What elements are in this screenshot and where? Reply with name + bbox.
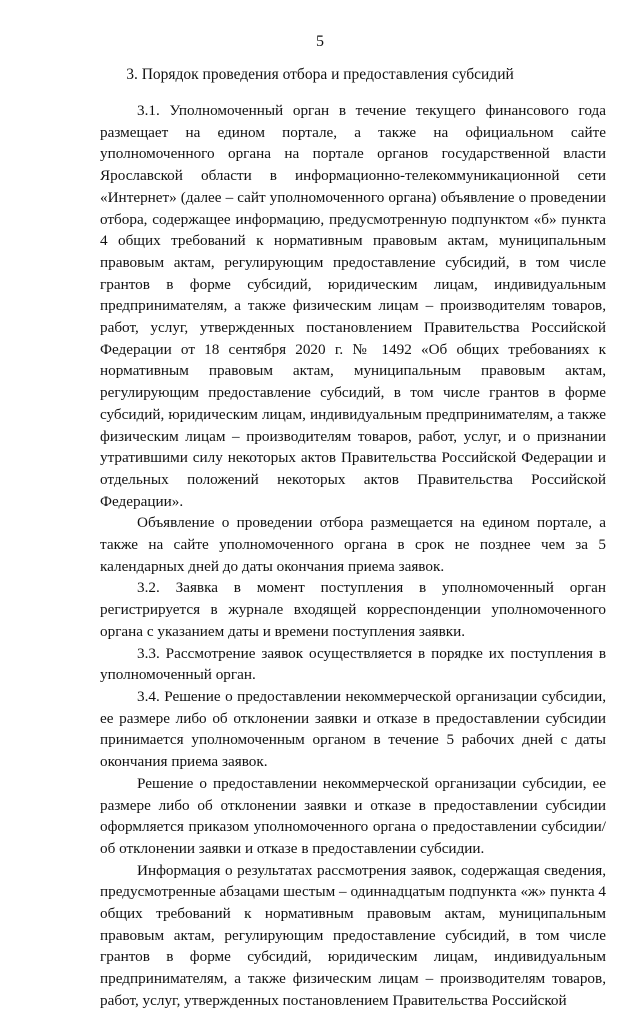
paragraph-3-1: 3.1. Уполномоченный орган в течение текущего финансового года размещает на едином портале, а также на официальном сайте уполномоченного органа на портале органов государственной власти Ярославской области в информационно-телекоммуникационной сети «Интернет» (далее – сайт уполномоченного органа) объявление о проведении отбора, содержащее информацию, предусмотренную подпунктом «б» пункта 4 общих требований к нормативным правовым актам, муниципальным правовым актам, регулирующим предоставление субсидий, в том числе грантов в форме субсидий, юридическим лицам, индивидуальным предпринимателям, а также физическим лицам – производителям товаров, работ, услуг, утвержденных постановлением Правительства Российской Федерации от 18 сентября 2020 г. № 1492 «Об общих требованиях к нормативным правовым актам, муниципальным правовым актам, регулирующим предоставление субсидий, в том числе грантов в форме субсидий, юридическим лицам, индивидуальным предпринимателям, а также физическим лицам – производителям товаров, работ, услуг, и о признании утратившими силу некоторых актов Правительства Российской Федерации и отдельных положений некоторых актов Правительства Российской Федерации». — [100, 102, 606, 510]
section-title: 3. Порядок проведения отбора и предоставления субсидий — [126, 66, 514, 83]
page-number: 5 — [316, 33, 324, 50]
paragraph-decision: Решение о предоставлении некоммерческой организации субсидии, ее размере либо об отклонении заявки и отказе в предоставлении субсидии оформляется приказом уполномоченного органа о предоставлении субсидии/об отклонении заявки и отказе в предоставлении субсидии. — [100, 774, 606, 857]
body-text — [100, 100, 606, 1012]
paragraph-3-2: 3.2. Заявка в момент поступления в уполномоченный орган регистрируется в журнале входящей корреспонденции уполномоченного органа с указанием даты и времени поступления заявки. — [100, 579, 606, 640]
paragraph-3-3: 3.3. Рассмотрение заявок осуществляется в порядке их поступления в уполномоченный орган. — [100, 644, 606, 684]
paragraph-results-info: Информация о результатах рассмотрения заявок, содержащая сведения, предусмотренные абзацами шестым – одиннадцатым подпункта «ж» пункта 4 общих требований к нормативным правовым актам, муниципальным правовым актам, регулирующим предоставление субсидий, в том числе грантов в форме субсидий, юридическим лицам, индивидуальным предпринимателям, а также физическим лицам – производителям товаров, работ, услуг, утвержденных постановлением Правительства Российской — [100, 861, 606, 1009]
paragraph-3-4: 3.4. Решение о предоставлении некоммерческой организации субсидии, ее размере либо об отклонении заявки и отказе в предоставлении субсидии принимается уполномоченным органом в течение 5 рабочих дней с даты окончания приема заявок. — [100, 687, 606, 771]
paragraph-announcement: Объявление о проведении отбора размещается на едином портале, а также на сайте уполномоченного органа в срок не позднее чем за 5 календарных дней до даты окончания приема заявок. — [100, 514, 606, 575]
